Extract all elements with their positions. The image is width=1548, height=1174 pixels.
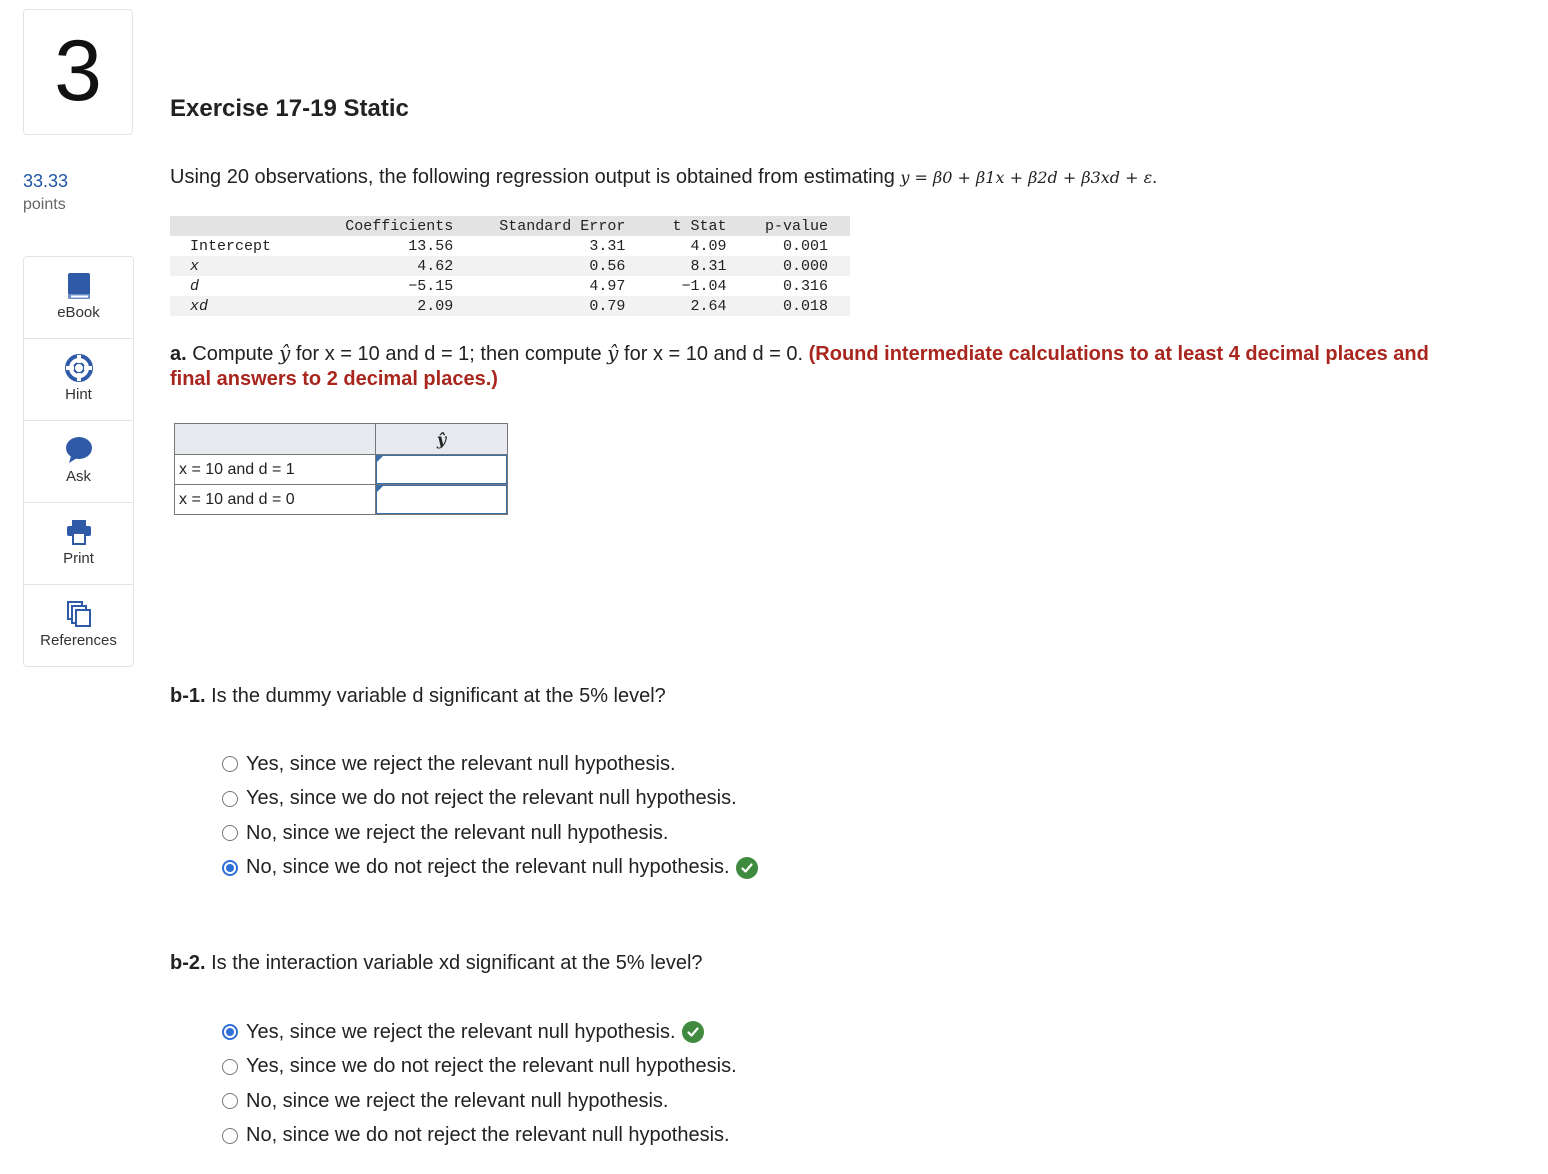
row-name: d — [190, 277, 200, 295]
radio-button[interactable] — [222, 791, 238, 807]
documents-icon — [65, 600, 93, 628]
table-row — [175, 455, 508, 485]
answer-row-label: x = 10 and d = 1 — [175, 455, 376, 485]
b2-option-4[interactable] — [222, 1119, 737, 1154]
option-text: No, since we do not reject the relevant null hypothesis. — [246, 1124, 730, 1147]
header-t-stat: t Stat — [625, 216, 726, 236]
part-a-prompt — [170, 341, 1440, 392]
printer-icon — [65, 518, 93, 546]
exercise-title: Exercise 17-19 Static — [170, 95, 409, 122]
part-b1-question — [170, 685, 666, 708]
question-number: 3 — [54, 23, 102, 119]
print-label: Print — [63, 550, 94, 567]
radio-button-selected[interactable] — [222, 1024, 238, 1040]
row-coef: −5.15 — [408, 277, 454, 295]
option-text: No, since we do not reject the relevant null hypothesis. — [246, 856, 730, 879]
row-p: 0.018 — [727, 296, 850, 316]
lifebuoy-icon — [65, 354, 93, 382]
row-p: 0.316 — [782, 277, 828, 295]
b1-option-2[interactable] — [222, 782, 758, 817]
row-t: 8.31 — [625, 256, 726, 276]
part-a-answer-table — [174, 423, 508, 515]
b1-option-3[interactable] — [222, 816, 758, 851]
part-b2-label: b-2. — [170, 952, 206, 974]
row-name: x — [170, 256, 342, 276]
row-t: −1.04 — [681, 277, 727, 295]
book-icon — [67, 272, 91, 300]
row-coef: 2.09 — [342, 296, 453, 316]
row-coef: 4.62 — [342, 256, 453, 276]
radio-button-selected[interactable] — [222, 860, 238, 876]
tools-sidebar — [23, 256, 134, 667]
row-p: 0.000 — [727, 256, 850, 276]
option-text: Yes, since we reject the relevant null hypothesis. — [246, 752, 676, 775]
table-row — [175, 485, 508, 515]
b2-option-1[interactable] — [222, 1015, 737, 1050]
header-p-value: p-value — [727, 216, 850, 236]
row-se: 4.97 — [589, 277, 626, 295]
row-name: xd — [170, 296, 342, 316]
yhat-symbol: ŷ — [278, 341, 291, 365]
header-coefficients: Coefficients — [342, 216, 453, 236]
row-t: 4.09 — [690, 237, 727, 255]
row-t: 2.64 — [625, 296, 726, 316]
correct-check-icon — [736, 857, 758, 879]
table-row — [170, 256, 850, 276]
ask-label: Ask — [65, 468, 91, 485]
part-b2-options — [222, 1015, 737, 1153]
points-label: points — [23, 196, 66, 213]
regression-header-row — [170, 216, 850, 236]
table-row — [170, 276, 850, 296]
row-name: Intercept — [190, 237, 272, 255]
b1-option-1[interactable] — [222, 747, 758, 782]
regression-equation: y = β0 + β1x + β2d + β3xd + ε. — [900, 168, 1158, 187]
row-se: 0.56 — [453, 256, 625, 276]
radio-button[interactable] — [222, 825, 238, 841]
b1-option-4[interactable] — [222, 851, 758, 886]
option-text: No, since we reject the relevant null hypothesis. — [246, 1089, 669, 1112]
correct-check-icon — [682, 1021, 704, 1043]
option-text: Yes, since we do not reject the relevant null hypothesis. — [246, 1055, 737, 1078]
option-text: No, since we reject the relevant null hypothesis. — [246, 821, 669, 844]
yhat-d1-input[interactable] — [376, 455, 507, 484]
header-blank — [170, 216, 342, 236]
regression-output-table — [170, 216, 850, 316]
part-a-text1: Compute — [192, 343, 274, 365]
intro-text — [170, 166, 1157, 189]
table-row — [170, 236, 850, 256]
answer-header-row — [175, 424, 508, 455]
part-b1-text: Is the dummy variable d significant at the 5% level? — [211, 685, 666, 707]
radio-button[interactable] — [222, 1093, 238, 1109]
question-number-box — [23, 9, 133, 135]
answer-header-blank — [175, 424, 376, 455]
row-coef: 13.56 — [408, 237, 454, 255]
part-b2-text: Is the interaction variable xd significant at the 5% level? — [211, 952, 703, 974]
part-b1-options — [222, 747, 758, 885]
input-flag-icon — [376, 485, 384, 493]
references-label: References — [40, 632, 117, 649]
radio-button[interactable] — [222, 1128, 238, 1144]
part-a-text3: for x = 10 and d = 0. — [624, 343, 804, 365]
yhat-d0-input[interactable] — [376, 485, 507, 514]
header-standard-error: Standard Error — [453, 216, 625, 236]
ebook-label: eBook — [57, 304, 100, 321]
b2-option-2[interactable] — [222, 1050, 737, 1085]
table-row — [170, 296, 850, 316]
row-se: 3.31 — [589, 237, 626, 255]
input-flag-icon — [376, 455, 384, 463]
rounding-instruction: (Round intermediate calculations to at least 4 decimal places and final answers to 2 decimal places.) — [170, 343, 1429, 390]
chat-bubble-icon — [65, 436, 93, 464]
b2-option-3[interactable] — [222, 1084, 737, 1119]
row-se: 0.79 — [453, 296, 625, 316]
option-text: Yes, since we reject the relevant null hypothesis. — [246, 1020, 676, 1043]
hint-button[interactable] — [24, 339, 133, 421]
part-a-text2: for x = 10 and d = 1; then compute — [295, 343, 602, 365]
intro-sentence: Using 20 observations, the following regression output is obtained from estimating — [170, 166, 895, 188]
option-text: Yes, since we do not reject the relevant null hypothesis. — [246, 787, 737, 810]
yhat-symbol: ŷ — [607, 341, 619, 365]
radio-button[interactable] — [222, 1059, 238, 1075]
points-value: 33.33 — [23, 171, 69, 191]
answer-row-label: x = 10 and d = 0 — [175, 485, 376, 515]
answer-header-yhat: ŷ — [376, 424, 508, 455]
part-b2-question — [170, 952, 703, 975]
ebook-button[interactable] — [24, 257, 133, 339]
part-a-label: a. — [170, 343, 187, 365]
answer-cell — [376, 485, 508, 515]
print-button[interactable] — [24, 503, 133, 585]
radio-button[interactable] — [222, 756, 238, 772]
answer-cell — [376, 455, 508, 485]
part-b1-label: b-1. — [170, 685, 206, 707]
hint-label: Hint — [65, 386, 92, 403]
ask-button[interactable] — [24, 421, 133, 503]
references-button[interactable] — [24, 585, 133, 666]
row-p: 0.001 — [782, 237, 828, 255]
